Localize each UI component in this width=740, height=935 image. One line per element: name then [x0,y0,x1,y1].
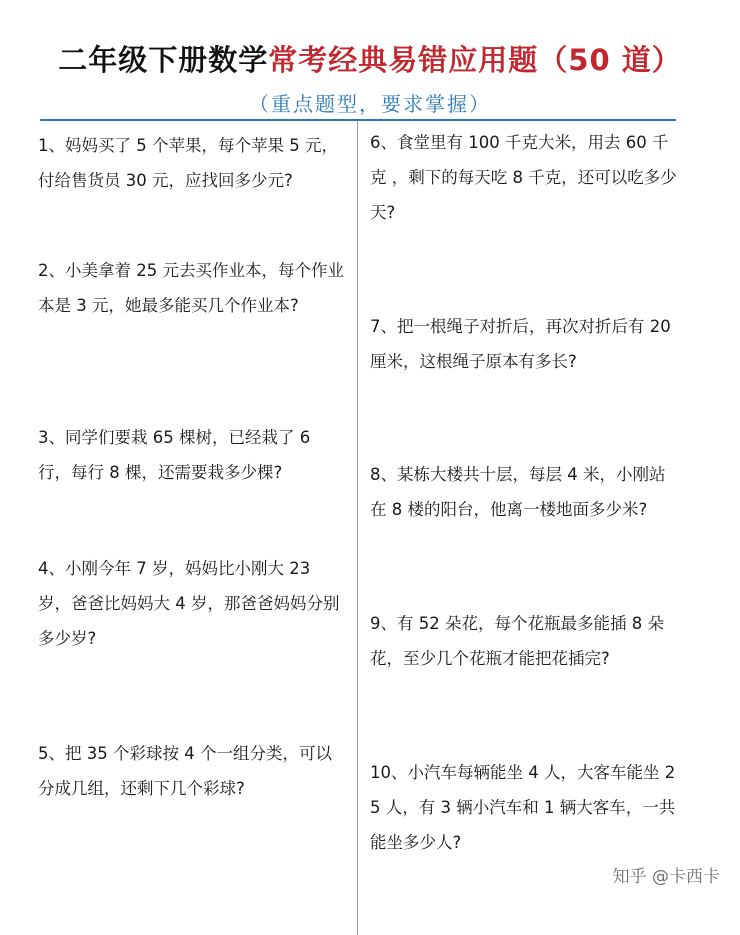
question-2: 2、小美拿着 25 元去买作业本，每个作业本是 3 元，她最多能买几个作业本? [38,261,344,315]
question-1: 1、妈妈买了 5 个苹果，每个苹果 5 元，付给售货员 30 元，应找回多少元? [38,136,338,190]
column-divider [357,121,358,935]
question-5: 5、把 35 个彩球按 4 个一组分类，可以分成几组，还剩下几个彩球? [38,744,332,798]
question-10: 10、小汽车每辆能坐 4 人，大客车能坐 25 人，有 3 辆小汽车和 1 辆大客车，一共能坐多少人? [370,763,676,852]
page-title [0,38,740,79]
question-9: 9、有 52 朵花，每个花瓶最多能插 8 朵花，至少几个花瓶才能把花插完? [370,614,664,668]
watermark: 知乎 @卡西卡 [612,867,720,887]
question-3: 3、同学们要栽 65 棵树，已经栽了 6 行，每行 8 棵，还需要栽多少棵? [38,428,311,482]
question-8: 8、某栋大楼共十层，每层 4 米，小刚站在 8 楼的阳台，他离一楼地面多少米? [370,465,666,519]
header-divider [40,119,676,121]
question-7: 7、把一根绳子对折后，再次对折后有 20 厘米，这根绳子原本有多长? [370,317,671,371]
question-6: 6、食堂里有 100 千克大米，用去 60 千克 ，剩下的每天吃 8 千克，还可以吃多少天? [370,133,677,222]
page-title-grade: 二年级下册数学 [58,43,269,77]
page-title-topic: 常考经典易错应用题（50 道） [268,43,682,77]
question-4: 4、小刚今年 7 岁，妈妈比小刚大 23 岁，爸爸比妈妈大 4 岁，那爸爸妈妈分别多少岁? [38,559,340,648]
page-subtitle: （重点题型，要求掌握） [249,92,491,116]
